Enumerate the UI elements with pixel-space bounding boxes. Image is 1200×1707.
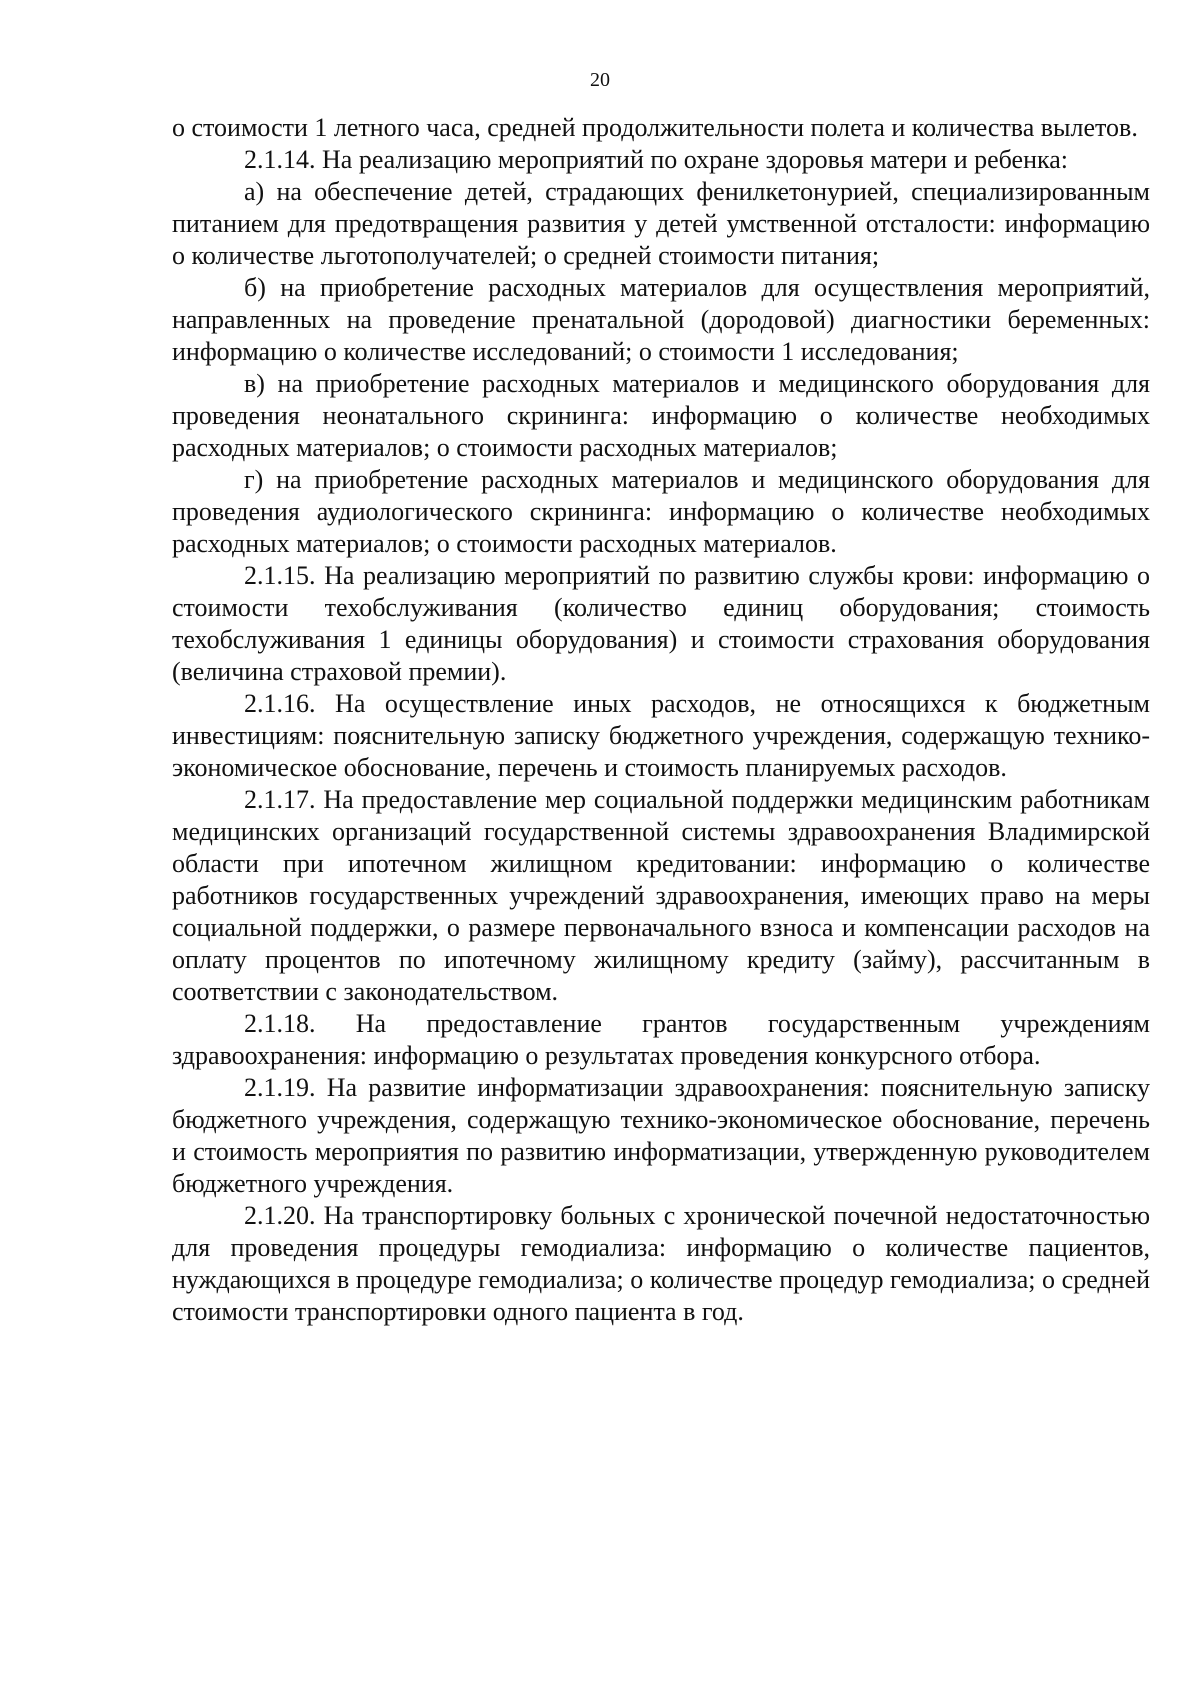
paragraph-2-1-16: 2.1.16. На осуществление иных расходов, не относящихся к бюджетным инвестициям: пояснительную записку бюджетного учреждения, содержащую технико-экономическое обоснование, перечень и стоимость планируемых расходов. — [172, 689, 1150, 782]
paragraph-2-1-14-v: в) на приобретение расходных материалов и медицинского оборудования для проведения неонатального скрининга: информацию о количестве необходимых расходных материалов; о стоимости расходных материалов; — [172, 369, 1150, 462]
paragraph-2-1-18: 2.1.18. На предоставление грантов государственным учреждениям здравоохранения: информацию о результатах проведения конкурсного отбора. — [172, 1009, 1150, 1070]
paragraph-2-1-14-g: г) на приобретение расходных материалов и медицинского оборудования для проведения аудиологического скрининга: информацию о количестве необходимых расходных материалов; о стоимости расходных материалов. — [172, 465, 1150, 558]
paragraph-2-1-14-a: а) на обеспечение детей, страдающих фенилкетонурией, специализированным питанием для предотвращения развития у детей умственной отсталости: информацию о количестве льготополучателей; о средней стоимости питания; — [172, 177, 1150, 270]
paragraph-2-1-14: 2.1.14. На реализацию мероприятий по охране здоровья матери и ребенка: — [244, 145, 1069, 174]
paragraph-2-1-17: 2.1.17. На предоставление мер социальной поддержки медицинским работникам медицинских организаций государственной системы здравоохранения Владимирской области при ипотечном жилищном кредитовании: информацию о количестве работников государственных учреждений здравоохранения, имеющих право на меры социальной поддержки, о размере первоначального взноса и компенсации расходов на оплату процентов по ипотечному жилищному кредиту (займу), рассчитанным в соответствии с законодательством. — [172, 785, 1150, 1006]
document-body — [172, 112, 1150, 1328]
paragraph-continuation: о стоимости 1 летного часа, средней продолжительности полета и количества вылетов. — [172, 113, 1138, 142]
paragraph-2-1-14-b: б) на приобретение расходных материалов для осуществления мероприятий, направленных на проведение пренатальной (дородовой) диагностики беременных: информацию о количестве исследований; о стоимости 1 исследования; — [172, 273, 1150, 366]
page-number: 20 — [590, 69, 610, 91]
paragraph-2-1-20: 2.1.20. На транспортировку больных с хронической почечной недостаточностью для проведения процедуры гемодиализа: информацию о количестве пациентов, нуждающихся в процедуре гемодиализа; о количестве процедур гемодиализа; о средней стоимости транспортировки одного пациента в год. — [172, 1201, 1150, 1326]
paragraph-2-1-15: 2.1.15. На реализацию мероприятий по развитию службы крови: информацию о стоимости техобслуживания (количество единиц оборудования; стоимость техобслуживания 1 единицы оборудования) и стоимости страхования оборудования (величина страховой премии). — [172, 561, 1150, 686]
paragraph-2-1-19: 2.1.19. На развитие информатизации здравоохранения: пояснительную записку бюджетного учреждения, содержащую технико-экономическое обоснование, перечень и стоимость мероприятия по развитию информатизации, утвержденную руководителем бюджетного учреждения. — [172, 1073, 1150, 1198]
